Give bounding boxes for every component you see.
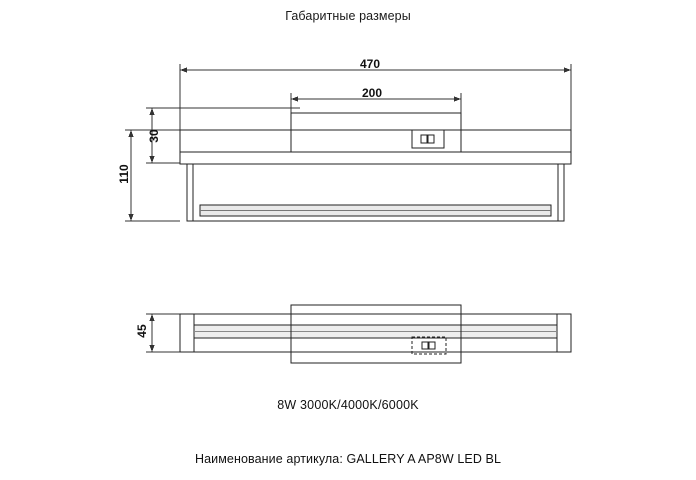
front-backplate: [180, 130, 571, 152]
dim-label-30: 30: [147, 129, 161, 143]
dim-470: [180, 64, 571, 160]
front-view-group: [125, 64, 571, 221]
dim-45: [146, 314, 180, 352]
dim-label-110: 110: [117, 164, 131, 184]
dim-label-200: 200: [362, 86, 383, 100]
top-view-group: [146, 305, 571, 363]
dim-label-470: 470: [360, 57, 381, 71]
connector-symbol: [412, 130, 444, 148]
dim-label-45: 45: [135, 324, 149, 338]
front-body: [180, 152, 571, 164]
page-title: Габаритные размеры: [285, 9, 411, 23]
front-mount-box: [291, 113, 461, 152]
power-caption: 8W 3000K/4000K/6000K: [277, 398, 419, 412]
article-caption: Наименование артикула: GALLERY A AP8W LED BL: [194, 452, 502, 466]
dim-30: [146, 108, 300, 163]
